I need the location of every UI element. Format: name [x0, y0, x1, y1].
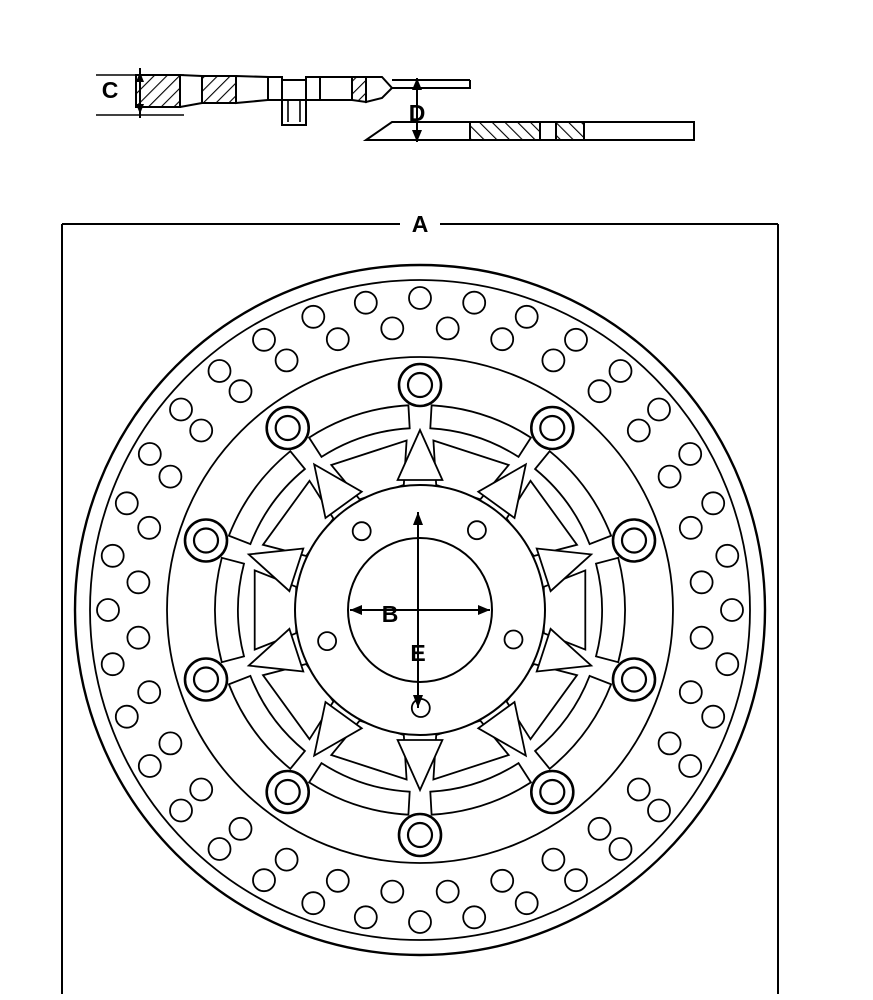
- drill-hole: [381, 881, 403, 903]
- float-button: [613, 659, 655, 701]
- float-button: [399, 814, 441, 856]
- drill-hole: [127, 627, 149, 649]
- drill-hole: [409, 287, 431, 309]
- drill-hole: [691, 571, 713, 593]
- drill-hole: [276, 849, 298, 871]
- dimension-label-c: C: [101, 77, 119, 104]
- front-view: [62, 224, 778, 994]
- drill-hole: [102, 545, 124, 567]
- float-button: [267, 771, 309, 813]
- drill-hole: [516, 306, 538, 328]
- drill-hole: [437, 881, 459, 903]
- drill-hole: [716, 545, 738, 567]
- drill-hole: [170, 800, 192, 822]
- dimension-label-a: A: [411, 211, 429, 238]
- dimension-label-e: E: [410, 640, 426, 667]
- drill-hole: [230, 818, 252, 840]
- float-button: [531, 771, 573, 813]
- drill-hole: [381, 317, 403, 339]
- drill-hole: [302, 892, 324, 914]
- drill-hole: [276, 349, 298, 371]
- drill-hole: [463, 292, 485, 314]
- drill-hole: [565, 329, 587, 351]
- drill-hole: [610, 838, 632, 860]
- drill-hole: [302, 306, 324, 328]
- drill-hole: [170, 399, 192, 421]
- section-carrier-boss: [268, 77, 352, 125]
- drill-hole: [516, 892, 538, 914]
- drill-hole: [127, 571, 149, 593]
- hub-bolt-hole: [412, 699, 430, 717]
- drill-hole: [628, 779, 650, 801]
- drill-hole: [542, 349, 564, 371]
- drill-hole: [139, 755, 161, 777]
- drill-hole: [702, 492, 724, 514]
- dimension-label-b: B: [381, 601, 399, 628]
- drill-hole: [159, 732, 181, 754]
- drill-hole: [116, 706, 138, 728]
- float-button: [531, 407, 573, 449]
- drill-hole: [721, 599, 743, 621]
- drill-hole: [659, 732, 681, 754]
- hub-bolt-hole: [353, 522, 371, 540]
- drill-hole: [327, 328, 349, 350]
- drill-hole: [679, 755, 701, 777]
- drill-hole: [691, 627, 713, 649]
- drill-hole: [116, 492, 138, 514]
- float-button: [185, 520, 227, 562]
- drill-hole: [355, 292, 377, 314]
- drill-hole: [409, 911, 431, 933]
- drill-hole: [253, 869, 275, 891]
- drill-hole: [610, 360, 632, 382]
- drill-hole: [209, 838, 231, 860]
- drill-hole: [463, 906, 485, 928]
- drill-hole: [542, 849, 564, 871]
- drill-hole: [716, 653, 738, 675]
- dimension-label-d: D: [408, 100, 426, 127]
- drill-hole: [491, 870, 513, 892]
- drill-hole: [138, 517, 160, 539]
- drill-hole: [589, 818, 611, 840]
- drill-hole: [659, 466, 681, 488]
- drill-hole: [327, 870, 349, 892]
- drill-hole: [230, 380, 252, 402]
- section-right-step: [352, 77, 392, 102]
- drill-hole: [437, 317, 459, 339]
- drill-hole: [190, 779, 212, 801]
- float-button: [399, 364, 441, 406]
- section-left-flange: [136, 75, 268, 107]
- drill-hole: [209, 360, 231, 382]
- drill-hole: [97, 599, 119, 621]
- drill-hole: [139, 443, 161, 465]
- drill-hole: [355, 906, 377, 928]
- drill-hole: [680, 681, 702, 703]
- drill-hole: [102, 653, 124, 675]
- drill-hole: [680, 517, 702, 539]
- drill-hole: [138, 681, 160, 703]
- float-button: [185, 659, 227, 701]
- float-button: [267, 407, 309, 449]
- float-button: [613, 520, 655, 562]
- drill-hole: [491, 328, 513, 350]
- section-upper-ledge: [392, 80, 470, 88]
- drill-hole: [565, 869, 587, 891]
- drill-hole: [253, 329, 275, 351]
- drill-hole: [648, 399, 670, 421]
- hub-bolt-hole: [468, 521, 486, 539]
- drill-hole: [648, 800, 670, 822]
- drill-hole: [159, 466, 181, 488]
- drill-hole: [589, 380, 611, 402]
- drill-hole: [628, 420, 650, 442]
- drill-hole: [679, 443, 701, 465]
- drill-hole: [190, 420, 212, 442]
- section-view: [96, 68, 694, 142]
- hub-bolt-hole: [318, 632, 336, 650]
- drill-hole: [702, 706, 724, 728]
- hub-bolt-hole: [505, 631, 523, 649]
